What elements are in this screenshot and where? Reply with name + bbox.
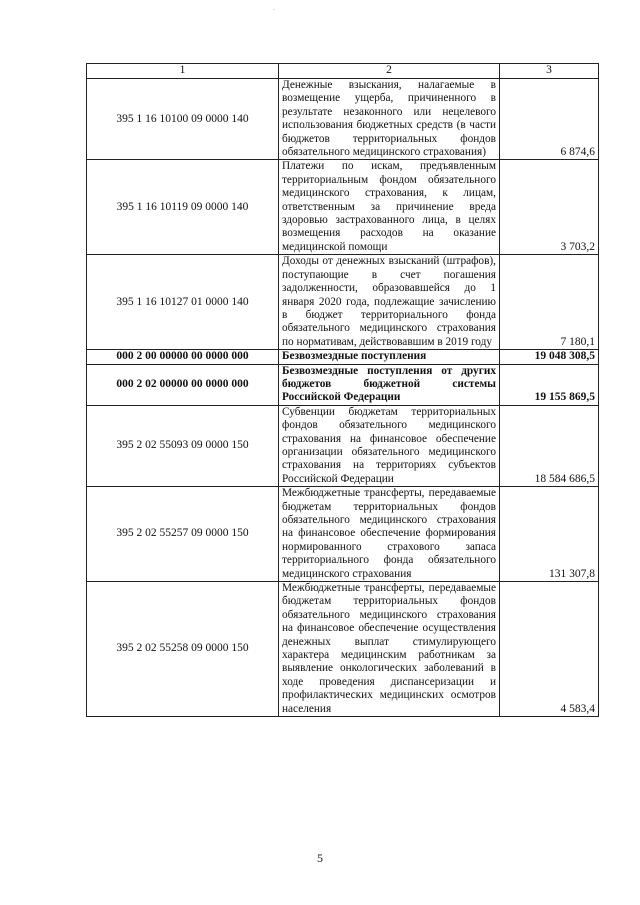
budget-code-cell: 395 1 16 10127 01 0000 140 bbox=[87, 255, 279, 350]
description-cell: Безвозмездные поступления bbox=[279, 350, 500, 364]
description-cell: Доходы от денежных взысканий (штрафов), поступающие в счет погашения задолженности, образовавшейся до 1 января 2020 года, подлежащие зачислению в бюджет территориального фонда обязательного медицинского страхования по нормативам, действовавшим в 2019 году bbox=[279, 255, 500, 350]
table-row bbox=[87, 255, 599, 350]
table-row bbox=[87, 364, 599, 405]
amount-cell: 19 048 308,5 bbox=[500, 350, 599, 364]
description-cell: Платежи по искам, предъявленным территориальным фондом обязательного медицинского страхования, к лицам, ответственным за причинение вреда здоровью застрахованного лица, в целях возмещения расходов на оказание медицинской помощи bbox=[279, 160, 500, 255]
table-row bbox=[87, 582, 599, 717]
amount-cell: 19 155 869,5 bbox=[500, 364, 599, 405]
description-cell: Субвенции бюджетам территориальных фондов обязательного медицинского страхования на финансовое обеспечение организации обязательного медицинского страхования на территориях субъектов Российской Федерации bbox=[279, 405, 500, 486]
table-row bbox=[87, 405, 599, 486]
page-number: 5 bbox=[317, 851, 323, 865]
description-cell: Безвозмездные поступления от других бюджетов бюджетной системы Российской Федерации bbox=[279, 364, 500, 405]
budget-code-cell: 395 1 16 10100 09 0000 140 bbox=[87, 79, 279, 160]
table-row bbox=[87, 79, 599, 160]
amount-cell: 18 584 686,5 bbox=[500, 405, 599, 486]
budget-code-cell: 000 2 00 00000 00 0000 000 bbox=[87, 350, 279, 364]
amount-cell: 7 180,1 bbox=[500, 255, 599, 350]
table-row bbox=[87, 487, 599, 582]
header-col-2: 2 bbox=[279, 64, 500, 79]
header-col-3: 3 bbox=[500, 64, 599, 79]
table-row bbox=[87, 160, 599, 255]
description-cell: Межбюджетные трансферты, передаваемые бюджетам территориальных фондов обязательного медицинского страхования на финансовое обеспечение осуществления денежных выплат стимулирующего характера медицинским работникам за выявление онкологических заболеваний в ходе проведения диспансеризации и профилактических медицинских осмотров населения bbox=[279, 582, 500, 717]
budget-code-cell: 000 2 02 00000 00 0000 000 bbox=[87, 364, 279, 405]
table-body bbox=[87, 79, 599, 717]
table-row bbox=[87, 350, 599, 364]
scan-mark: · bbox=[273, 6, 276, 14]
description-cell: Денежные взыскания, налагаемые в возмещение ущерба, причиненного в результате незаконного или нецелевого использования бюджетных средств (в части бюджетов территориальных фондов обязательного медицинского страхования) bbox=[279, 79, 500, 160]
amount-cell: 131 307,8 bbox=[500, 487, 599, 582]
budget-code-cell: 395 2 02 55093 09 0000 150 bbox=[87, 405, 279, 486]
table-header-row bbox=[87, 64, 599, 79]
amount-cell: 3 703,2 bbox=[500, 160, 599, 255]
budget-code-cell: 395 1 16 10119 09 0000 140 bbox=[87, 160, 279, 255]
header-col-1: 1 bbox=[87, 64, 279, 79]
revenue-table bbox=[86, 63, 599, 717]
amount-cell: 6 874,6 bbox=[500, 79, 599, 160]
budget-code-cell: 395 2 02 55258 09 0000 150 bbox=[87, 582, 279, 717]
amount-cell: 4 583,4 bbox=[500, 582, 599, 717]
description-cell: Межбюджетные трансферты, передаваемые бюджетам территориальных фондов обязательного медицинского страхования на финансовое обеспечение формирования нормированного страхового запаса территориального фонда обязательного медицинского страхования bbox=[279, 487, 500, 582]
budget-code-cell: 395 2 02 55257 09 0000 150 bbox=[87, 487, 279, 582]
